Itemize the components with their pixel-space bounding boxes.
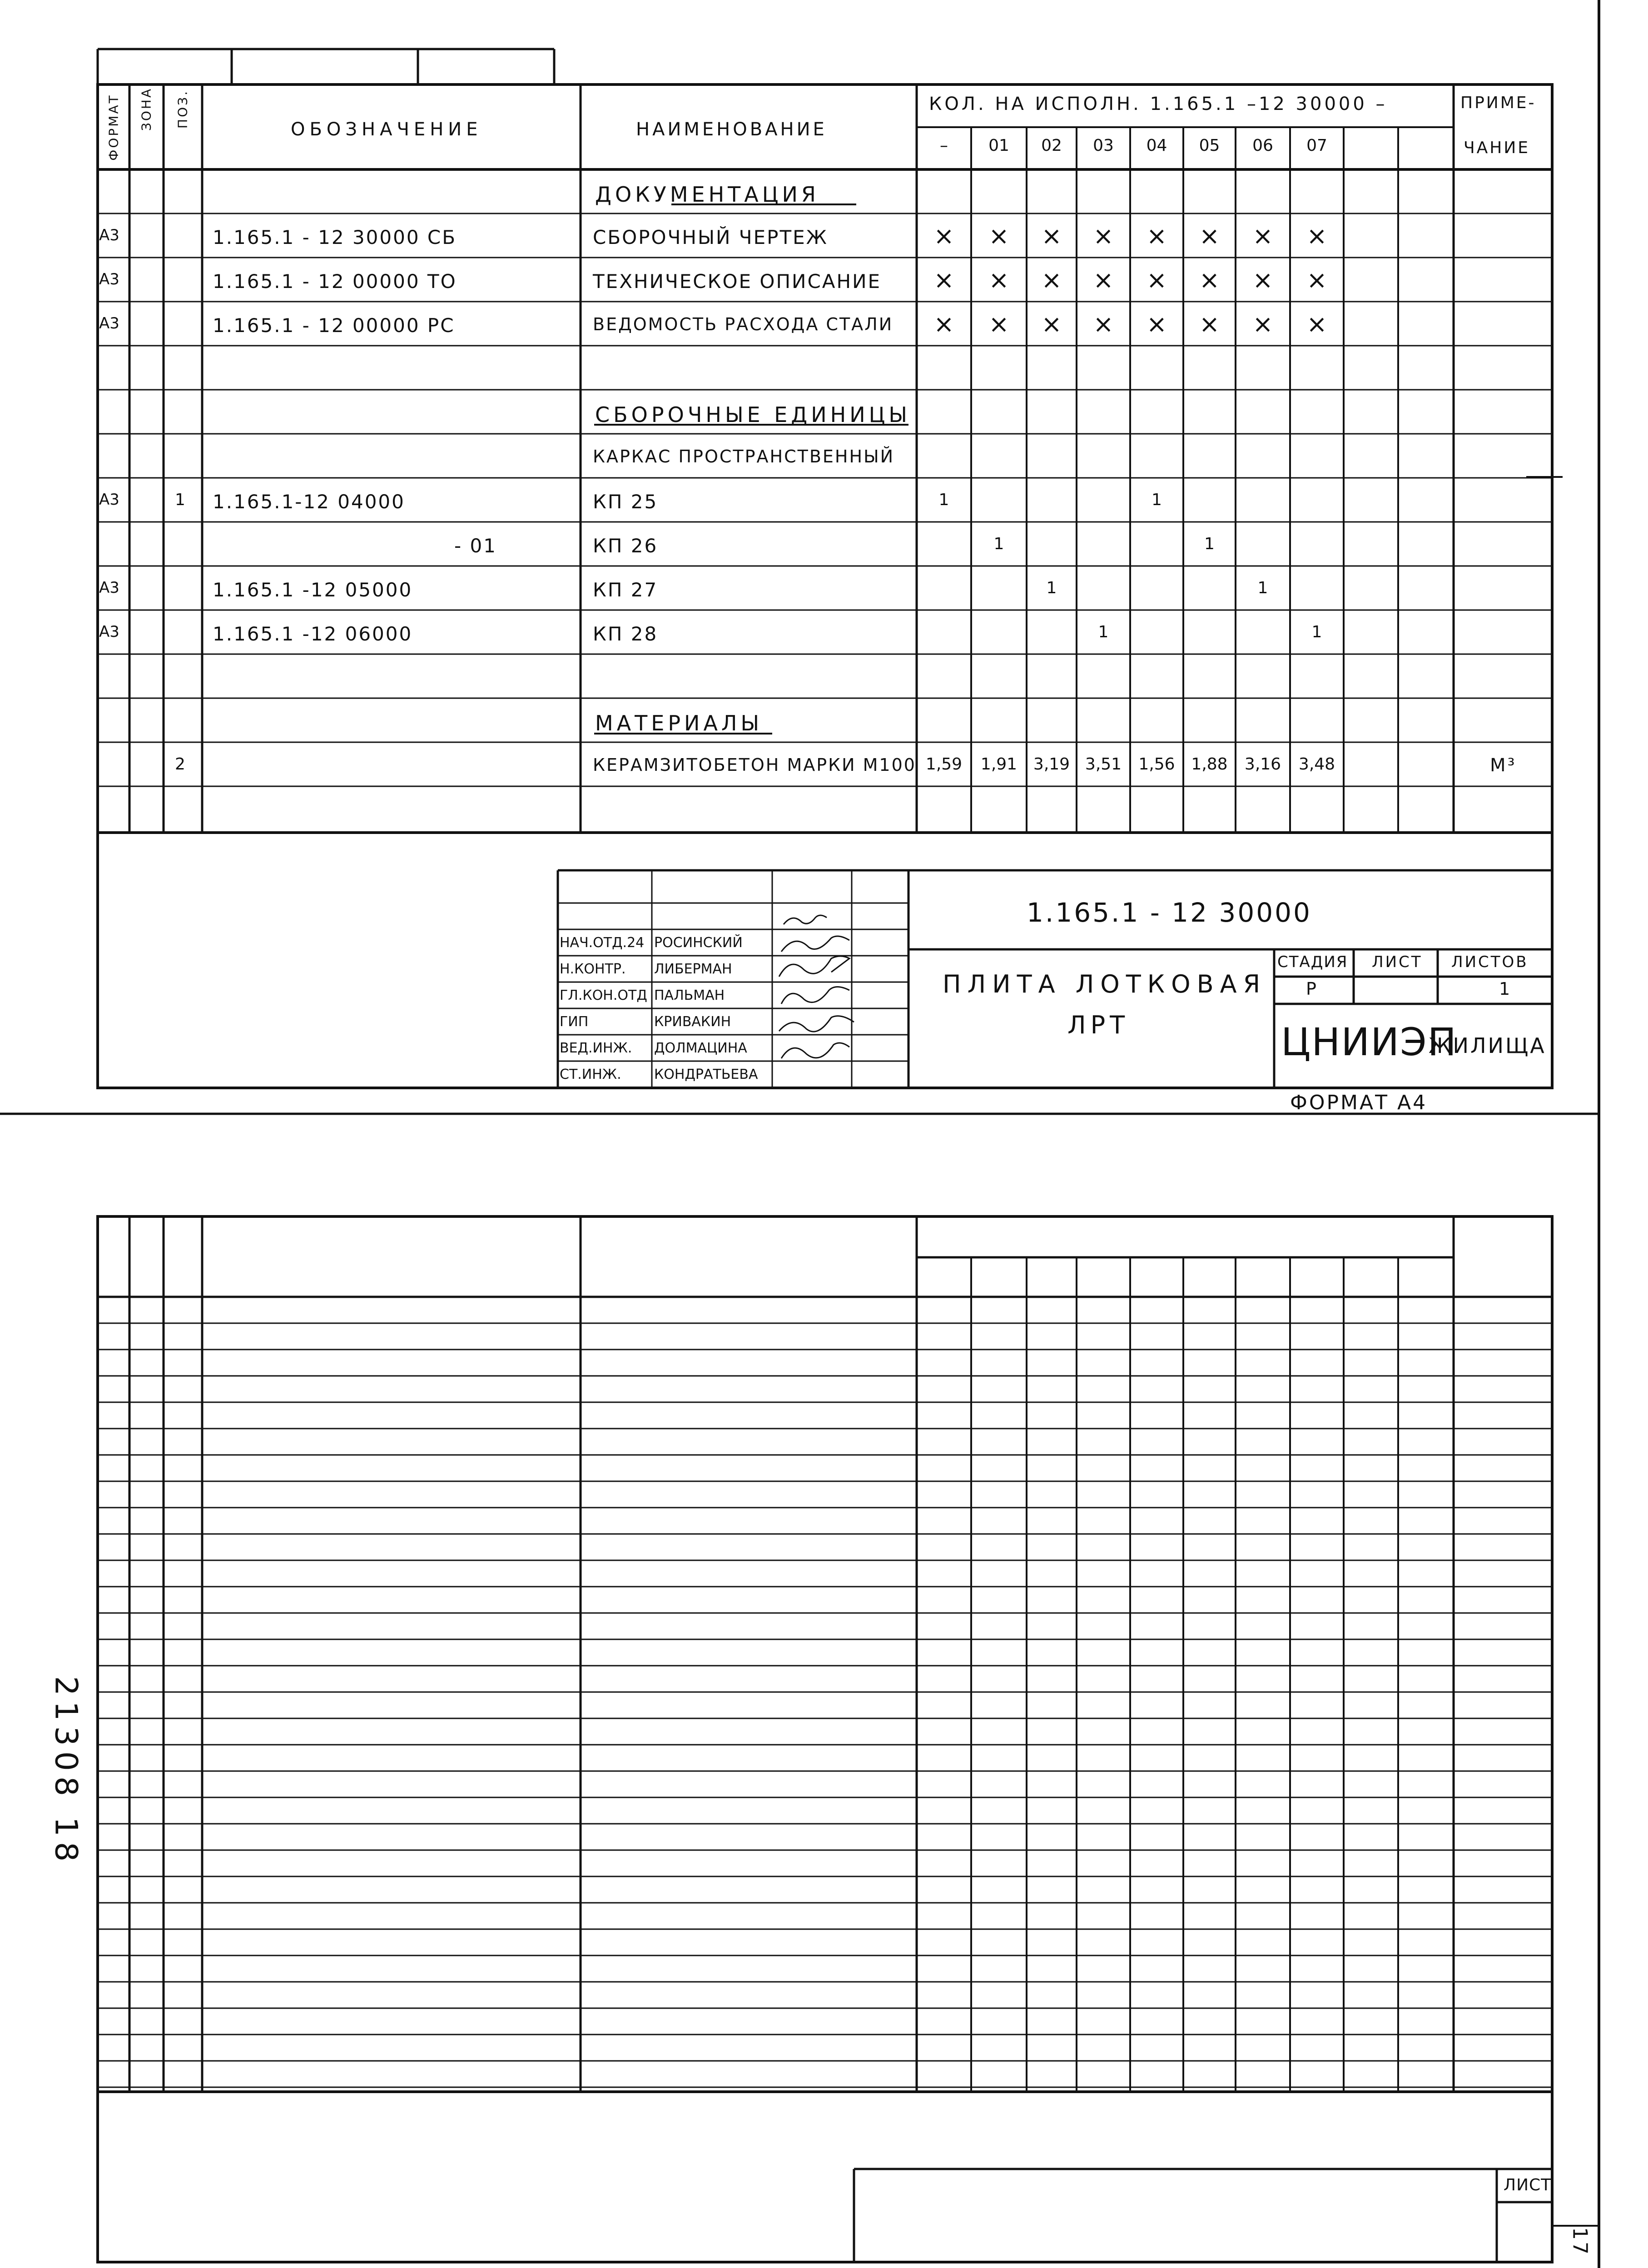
signature-role: ГИП — [560, 1014, 589, 1030]
header-name: НАИМЕНОВАНИЕ — [636, 119, 827, 140]
row-designation: 1.165.1 -12 05000 — [213, 579, 413, 601]
row-qty-cell: × — [1093, 222, 1114, 250]
signature-name: ЛИБЕРМАН — [654, 961, 732, 977]
stage-value: Р — [1306, 979, 1318, 999]
row-qty-cell: × — [1306, 266, 1327, 294]
doc-number: 1.165.1 - 12 30000 — [1027, 897, 1312, 928]
row-name: КП 25 — [593, 491, 658, 513]
row-qty-cell: 1 — [1257, 579, 1268, 597]
row-name: КЕРАМЗИТОБЕТОН МАРКИ М100 — [593, 755, 916, 775]
variant-header-cell: 07 — [1306, 136, 1327, 155]
signature-scribbles — [779, 915, 854, 1058]
row-qty-cell: × — [1146, 266, 1167, 294]
row-pos: 1 — [175, 491, 187, 509]
row-designation: 1.165.1 - 12 00000 РС — [213, 314, 455, 337]
row-name: СБОРОЧНЫЙ ЧЕРТЕЖ — [593, 226, 828, 248]
row-format: А3 — [99, 491, 119, 509]
variant-header-cell: 06 — [1252, 136, 1273, 155]
row-name: ДОКУМЕНТАЦИЯ — [595, 182, 819, 207]
row-name: КАРКАС ПРОСТРАНСТВЕННЫЙ — [593, 447, 895, 467]
format-note: ФОРМАТ А4 — [1290, 1091, 1428, 1114]
signature-role: ВЕД.ИНЖ. — [560, 1040, 632, 1056]
row-name: ВЕДОМОСТЬ РАСХОДА СТАЛИ — [593, 314, 893, 334]
row-qty-cell: 3,16 — [1244, 755, 1281, 774]
header-pos: ПОЗ. — [175, 89, 190, 129]
row-qty-cell: 1,56 — [1138, 755, 1175, 774]
org-name: ЦНИИЭП — [1281, 1020, 1457, 1064]
row-qty-cell: × — [1146, 310, 1167, 338]
row-designation: 1.165.1 -12 06000 — [213, 623, 413, 645]
row-qty-cell: × — [1093, 310, 1114, 338]
row-qty-cell: 1,91 — [980, 755, 1018, 774]
row-designation: 1.165.1 - 12 00000 ТО — [213, 270, 457, 293]
row-qty-cell: × — [933, 266, 954, 294]
row-qty-cell: × — [988, 310, 1009, 338]
row-qty-cell: 1,59 — [925, 755, 963, 774]
row-qty-cell: 3,51 — [1085, 755, 1122, 774]
row-format: А3 — [99, 314, 119, 333]
row-qty-cell: × — [1199, 266, 1220, 294]
header-designation: ОБОЗНАЧЕНИЕ — [291, 119, 482, 140]
row-qty-cell: × — [1252, 222, 1273, 250]
signature-role: НАЧ.ОТД.24 — [560, 935, 645, 951]
row-format: А3 — [99, 270, 119, 288]
row-designation: 1.165.1-12 04000 — [213, 491, 405, 513]
row-qty-cell: × — [1306, 222, 1327, 250]
row-qty-cell: 1 — [1311, 623, 1322, 641]
signature-name: КОНДРАТЬЕВА — [654, 1067, 758, 1082]
row-qty-cell: × — [1306, 310, 1327, 338]
row-qty-cell: × — [988, 222, 1009, 250]
row-qty-cell: × — [1199, 222, 1220, 250]
row-qty-cell: × — [1041, 310, 1062, 338]
variant-header-cell: 05 — [1199, 136, 1220, 155]
row-qty-cell: × — [988, 266, 1009, 294]
signature-role: СТ.ИНЖ. — [560, 1067, 621, 1082]
row-qty-cell: × — [1252, 310, 1273, 338]
row-qty-cell: × — [933, 222, 954, 250]
row-qty-cell: × — [1093, 266, 1114, 294]
side-stamp: 21308 18 — [48, 1676, 84, 1867]
row-name: ТЕХНИЧЕСКОЕ ОПИСАНИЕ — [593, 270, 882, 293]
sheets-label: ЛИСТОВ — [1451, 953, 1529, 971]
header-format: ФОРМАТ — [106, 94, 121, 161]
row-name: МАТЕРИАЛЫ — [595, 711, 763, 735]
row-qty-cell: 1 — [1204, 535, 1215, 553]
page-number: 17 — [1568, 2227, 1592, 2256]
row-format: А3 — [99, 623, 119, 641]
header-zone: ЗОНА — [139, 87, 154, 131]
header-note-1: ПРИМЕ- — [1460, 94, 1536, 112]
signature-role: Н.КОНТР. — [560, 961, 626, 977]
variant-header-cell: 01 — [988, 136, 1009, 155]
row-designation: 1.165.1 - 12 30000 СБ — [213, 226, 457, 248]
row-format: А3 — [99, 579, 119, 597]
row-format: А3 — [99, 226, 119, 244]
row-qty-cell: 1,88 — [1191, 755, 1228, 774]
header-note-2: ЧАНИЕ — [1464, 139, 1530, 157]
row-qty-cell: 1 — [1046, 579, 1057, 597]
sheets-value: 1 — [1499, 979, 1512, 999]
signature-role: ГЛ.КОН.ОТД — [560, 988, 647, 1003]
row-qty-cell: × — [1041, 266, 1062, 294]
header-qty: КОЛ. НА ИСПОЛН. 1.165.1 –12 30000 – — [929, 94, 1388, 114]
row-qty-cell: 1 — [1152, 491, 1162, 509]
row-qty-cell: 3,19 — [1033, 755, 1070, 774]
variant-header-cell: – — [940, 136, 948, 155]
row-qty-cell: × — [1252, 266, 1273, 294]
variant-header-cell: 03 — [1093, 136, 1114, 155]
signature-name: ДОЛМАЦИНА — [654, 1040, 747, 1056]
row-note: М³ — [1490, 755, 1517, 776]
row-qty-cell: × — [933, 310, 954, 338]
row-qty-cell: 1 — [938, 491, 949, 509]
row-qty-cell: 1 — [1098, 623, 1109, 641]
bottom-sheet-label: ЛИСТ — [1504, 2176, 1552, 2194]
row-qty-cell: × — [1199, 310, 1220, 338]
row-name: КП 26 — [593, 535, 658, 557]
title-line2: ЛРТ — [1067, 1011, 1130, 1039]
sheet-label: ЛИСТ — [1372, 953, 1423, 971]
variant-header-cell: 04 — [1146, 136, 1167, 155]
signature-name: ПАЛЬМАН — [654, 988, 725, 1003]
row-name: СБОРОЧНЫЕ ЕДИНИЦЫ — [595, 402, 911, 427]
row-name: КП 28 — [593, 623, 658, 645]
signature-name: КРИВАКИН — [654, 1014, 731, 1030]
title-line1: ПЛИТА ЛОТКОВАЯ — [943, 970, 1267, 998]
variant-header-cell: 02 — [1041, 136, 1062, 155]
row-qty-cell: × — [1146, 222, 1167, 250]
signature-name: РОСИНСКИЙ — [654, 935, 743, 951]
row-designation: - 01 — [454, 535, 497, 557]
row-pos: 2 — [175, 755, 187, 774]
row-qty-cell: 3,48 — [1298, 755, 1335, 774]
row-qty-cell: × — [1041, 222, 1062, 250]
row-qty-cell: 1 — [993, 535, 1004, 553]
stage-label: СТАДИЯ — [1277, 953, 1348, 971]
row-name: КП 27 — [593, 579, 658, 601]
org-suffix: ЖИЛИЩА — [1429, 1033, 1546, 1058]
